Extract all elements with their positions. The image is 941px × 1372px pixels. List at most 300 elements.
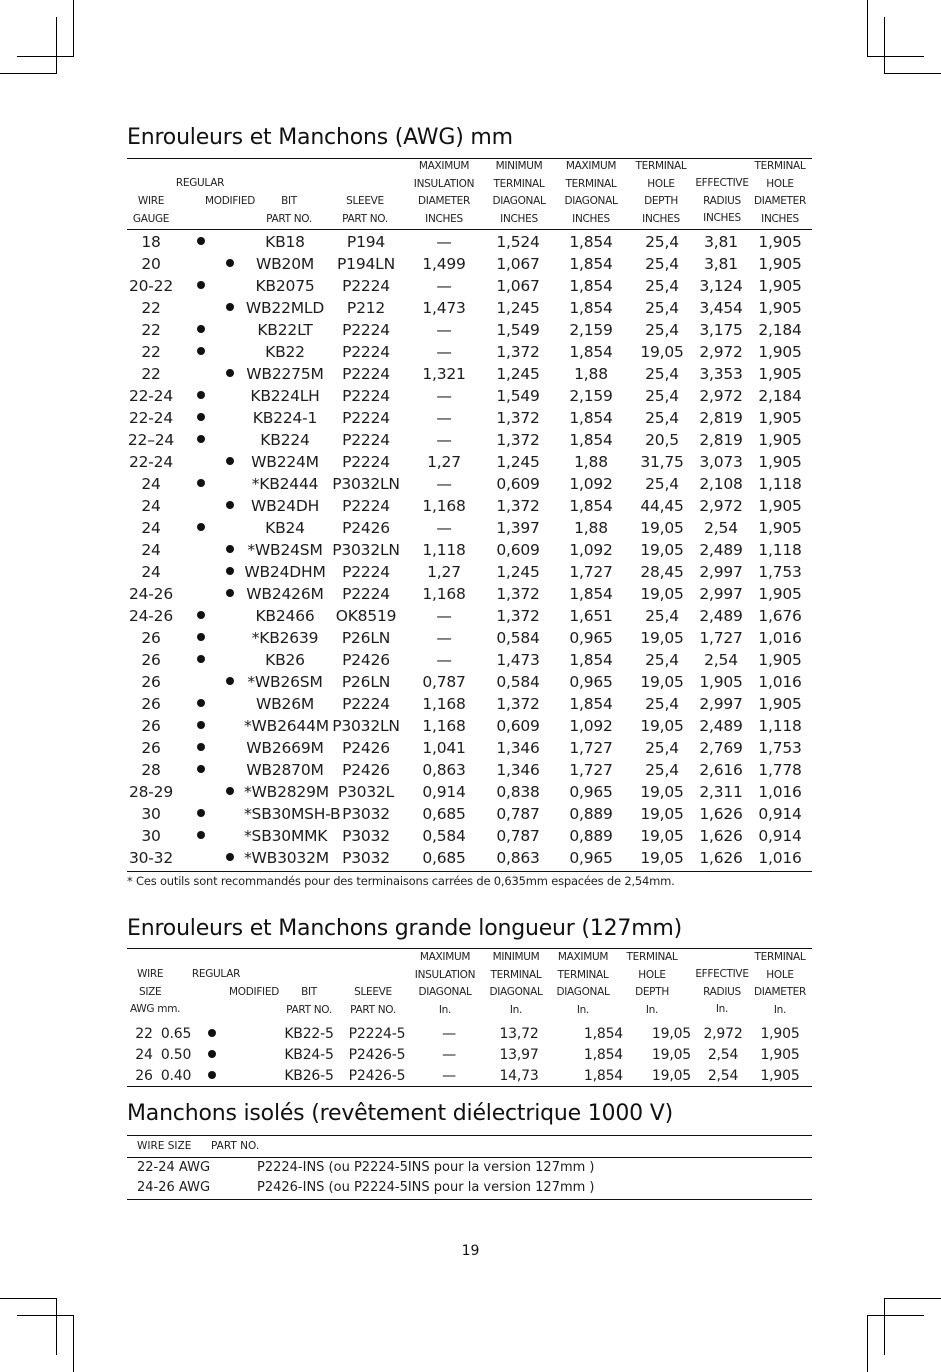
cell-bit: WB2426M xyxy=(246,585,324,603)
page-number: 19 xyxy=(461,1243,480,1259)
cell-gauge: 24 xyxy=(141,563,161,581)
cell-gauge: 20 xyxy=(141,255,161,273)
cell-depth: 28,45 xyxy=(640,563,684,581)
cell-mintd: 1,524 xyxy=(496,233,540,251)
cell-sleeve: P2224-5 xyxy=(348,1026,406,1042)
cell-bit: *WB24SM xyxy=(247,541,323,559)
cell-sleeve: P2224 xyxy=(342,453,390,471)
header-min-terminal-diagonal: MINIMUM TERMINAL DIAGONAL In. xyxy=(489,951,543,1016)
table-row xyxy=(127,497,812,519)
cell-bit: *KB2639 xyxy=(251,629,319,647)
cell-awg: 26 xyxy=(135,1068,153,1084)
cell-ins: 0,584 xyxy=(422,827,466,845)
cell-mm: 0.65 xyxy=(160,1026,192,1042)
cell-bit: KB24 xyxy=(265,519,305,537)
cell-maxtd: 1,854 xyxy=(569,255,613,273)
cell-diam: 1,753 xyxy=(758,739,802,757)
cell-diam: 1,905 xyxy=(758,365,802,383)
section-title-long: Enrouleurs et Manchons grande longueur (127mm) xyxy=(127,916,683,941)
cell-maxtd: 1,854 xyxy=(569,299,613,317)
wire-size: 24-26 AWG xyxy=(137,1180,211,1195)
cell-radius: 2,972 xyxy=(703,1026,743,1042)
cell-sleeve: P194 xyxy=(346,233,386,251)
table-row xyxy=(127,409,812,431)
table-row xyxy=(127,783,812,805)
cell-depth: 19,05 xyxy=(640,343,684,361)
table-row xyxy=(127,717,812,739)
header-wire-gauge: WIRE GAUGE xyxy=(132,195,170,225)
cell-mintd: 0,838 xyxy=(496,783,540,801)
regular-bullet-icon xyxy=(197,633,205,641)
cell-mintd: 1,372 xyxy=(496,585,540,603)
cell-maxtd: 1,854 xyxy=(569,277,613,295)
cell-ins: 1,499 xyxy=(422,255,466,273)
cell-gauge: 26 xyxy=(141,629,161,647)
cell-mintd: 1,067 xyxy=(496,255,540,273)
regular-bullet-icon xyxy=(208,1071,216,1079)
cell-radius: 1,626 xyxy=(699,805,743,823)
cell-ins: — xyxy=(442,1026,456,1042)
table-row xyxy=(127,321,812,343)
cell-sleeve: P212 xyxy=(346,299,386,317)
cell-gauge: 20-22 xyxy=(128,277,174,295)
cell-diam: 1,118 xyxy=(758,475,802,493)
cell-gauge: 26 xyxy=(141,673,161,691)
cell-sleeve: P194LN xyxy=(337,255,395,273)
table-row xyxy=(127,299,812,321)
cell-depth: 20,5 xyxy=(645,431,679,449)
cell-maxtd: 1,854 xyxy=(569,585,613,603)
cell-diam: 1,905 xyxy=(758,453,802,471)
cell-depth: 25,4 xyxy=(645,761,679,779)
cell-mintd: 0,584 xyxy=(496,629,540,647)
cell-ins: — xyxy=(436,651,452,669)
header-max-insulation: MAXIMUM INSULATION DIAMETER INCHES xyxy=(413,160,475,225)
header-modified: MODIFIED xyxy=(205,195,255,207)
cell-mintd: 13,97 xyxy=(499,1047,539,1063)
cell-gauge: 18 xyxy=(141,233,161,251)
cell-radius: 2,972 xyxy=(699,497,743,515)
cell-sleeve: OK8519 xyxy=(335,607,397,625)
cell-mintd: 1,473 xyxy=(496,651,540,669)
cell-gauge: 24 xyxy=(141,541,161,559)
cell-maxtd: 1,854 xyxy=(569,695,613,713)
cell-sleeve: P3032L xyxy=(337,783,395,801)
cell-radius: 3,175 xyxy=(699,321,743,339)
cell-mintd: 1,245 xyxy=(496,453,540,471)
table-row xyxy=(127,1026,812,1047)
header-sleeve-part: SLEEVE PART NO. xyxy=(350,986,396,1016)
cell-diam: 1,905 xyxy=(758,299,802,317)
table-row xyxy=(127,277,812,299)
table-row xyxy=(127,761,812,783)
cell-sleeve: P3032LN xyxy=(332,717,400,735)
table-row xyxy=(127,541,812,563)
cell-maxtd: 1,727 xyxy=(569,563,613,581)
cell-bit: KB26 xyxy=(265,651,305,669)
table-bottom-rule xyxy=(127,1199,812,1200)
cell-bit: WB2669M xyxy=(246,739,324,757)
cell-depth: 19,05 xyxy=(640,805,684,823)
cell-gauge: 24-26 xyxy=(128,585,174,603)
regular-bullet-icon xyxy=(197,743,205,751)
cell-maxtd: 2,159 xyxy=(569,387,613,405)
crop-mark-line xyxy=(73,0,74,57)
table-row xyxy=(127,695,812,717)
cell-gauge: 26 xyxy=(141,651,161,669)
cell-diam: 1,778 xyxy=(758,761,802,779)
header-wire-size: WIRE SIZE xyxy=(137,1140,192,1152)
cell-bit: WB24DHM xyxy=(244,563,326,581)
cell-gauge: 24 xyxy=(141,519,161,537)
header-sleeve-part: SLEEVE PART NO. xyxy=(342,195,388,225)
cell-maxtd: 1,651 xyxy=(569,607,613,625)
cell-maxtd: 1,88 xyxy=(574,453,608,471)
cell-ins: 1,27 xyxy=(427,563,461,581)
regular-bullet-icon xyxy=(197,699,205,707)
modified-bullet-icon xyxy=(226,545,234,553)
cell-diam: 0,914 xyxy=(758,805,802,823)
cell-sleeve: P2426 xyxy=(342,761,390,779)
cell-ins: 1,168 xyxy=(422,497,466,515)
modified-bullet-icon xyxy=(226,303,234,311)
cell-mintd: 1,067 xyxy=(496,277,540,295)
cell-gauge: 22 xyxy=(141,365,161,383)
cell-gauge: 30-32 xyxy=(128,849,174,867)
table-row xyxy=(127,629,812,651)
cell-ins: — xyxy=(436,519,452,537)
cell-maxtd: 1,092 xyxy=(569,717,613,735)
cell-ins: 0,863 xyxy=(422,761,466,779)
cell-ins: — xyxy=(436,277,452,295)
cell-radius: 3,073 xyxy=(699,453,743,471)
cell-ins: — xyxy=(436,475,452,493)
crop-mark-line xyxy=(884,17,885,74)
cell-mintd: 1,245 xyxy=(496,365,540,383)
cell-depth: 25,4 xyxy=(645,233,679,251)
cell-diam: 1,118 xyxy=(758,541,802,559)
header-effective-radius: EFFECTIVE RADIUS In. xyxy=(695,968,749,1015)
header-effective-radius: EFFECTIVE RADIUS INCHES xyxy=(695,177,749,224)
cell-diam: 1,905 xyxy=(758,651,802,669)
cell-radius: 2,54 xyxy=(704,519,738,537)
cell-radius: 3,81 xyxy=(704,233,738,251)
cell-ins: — xyxy=(442,1047,456,1063)
cell-maxtd: 2,159 xyxy=(569,321,613,339)
cell-radius: 2,997 xyxy=(699,695,743,713)
crop-mark-line xyxy=(0,73,57,74)
regular-bullet-icon xyxy=(208,1050,216,1058)
crop-mark-line xyxy=(867,1315,924,1316)
cell-bit: WB26M xyxy=(255,695,315,713)
cell-bit: *KB2444 xyxy=(251,475,319,493)
header-terminal-hole-depth: TERMINAL HOLE DEPTH INCHES xyxy=(635,160,687,225)
cell-sleeve: P2224 xyxy=(342,585,390,603)
regular-bullet-icon xyxy=(197,413,205,421)
modified-bullet-icon xyxy=(226,501,234,509)
cell-bit: KB2075 xyxy=(255,277,315,295)
regular-bullet-icon xyxy=(197,325,205,333)
part-no: P2224-INS (ou P2224-5INS pour la version 127mm ) xyxy=(257,1160,595,1175)
cell-bit: KB26-5 xyxy=(284,1068,334,1084)
header-terminal-hole-diameter: TERMINAL HOLE DIAMETER INCHES xyxy=(753,160,806,225)
cell-diam: 1,118 xyxy=(758,717,802,735)
cell-diam: 1,905 xyxy=(758,695,802,713)
cell-radius: 1,626 xyxy=(699,827,743,845)
cell-depth: 19,05 xyxy=(640,783,684,801)
crop-mark-line xyxy=(73,1315,74,1372)
modified-bullet-icon xyxy=(226,369,234,377)
cell-depth: 44,45 xyxy=(640,497,684,515)
cell-mintd: 1,549 xyxy=(496,321,540,339)
cell-mintd: 1,372 xyxy=(496,431,540,449)
table-row xyxy=(127,739,812,761)
table-bottom-rule xyxy=(127,871,812,872)
part-no: P2426-INS (ou P2224-5INS pour la version 127mm ) xyxy=(257,1180,595,1195)
section-title-awg: Enrouleurs et Manchons (AWG) mm xyxy=(127,125,513,150)
table-row xyxy=(127,651,812,673)
cell-depth: 19,05 xyxy=(640,673,684,691)
cell-radius: 1,626 xyxy=(699,849,743,867)
cell-bit: *SB30MSH-B xyxy=(244,805,341,823)
cell-diam: 1,905 xyxy=(758,585,802,603)
cell-mintd: 1,549 xyxy=(496,387,540,405)
cell-maxtd: 1,092 xyxy=(569,475,613,493)
cell-ins: 0,685 xyxy=(422,805,466,823)
cell-sleeve: P2224 xyxy=(342,365,390,383)
modified-bullet-icon xyxy=(226,259,234,267)
cell-gauge: 22 xyxy=(141,321,161,339)
cell-ins: — xyxy=(436,431,452,449)
cell-radius: 2,54 xyxy=(707,1047,739,1063)
cell-gauge: 24 xyxy=(141,475,161,493)
cell-gauge: 22 xyxy=(141,299,161,317)
cell-depth: 25,4 xyxy=(645,651,679,669)
crop-mark-line xyxy=(0,1298,57,1299)
cell-maxtd: 0,965 xyxy=(569,783,613,801)
cell-depth: 19,05 xyxy=(640,827,684,845)
cell-ins: 1,168 xyxy=(422,695,466,713)
cell-maxtd: 0,965 xyxy=(569,849,613,867)
crop-mark-line xyxy=(884,1298,941,1299)
table-bottom-rule xyxy=(127,1086,812,1087)
cell-diam: 1,905 xyxy=(758,431,802,449)
cell-sleeve: P2224 xyxy=(342,387,390,405)
cell-mintd: 1,372 xyxy=(496,409,540,427)
cell-awg: 22 xyxy=(135,1026,153,1042)
cell-mintd: 1,372 xyxy=(496,695,540,713)
header-bit-part: BIT PART NO. xyxy=(266,195,312,225)
cell-ins: — xyxy=(436,321,452,339)
table-row xyxy=(127,1180,812,1199)
cell-radius: 2,54 xyxy=(707,1068,739,1084)
cell-radius: 2,489 xyxy=(699,717,743,735)
cell-diam: 1,016 xyxy=(758,629,802,647)
cell-radius: 3,454 xyxy=(699,299,743,317)
cell-depth: 25,4 xyxy=(645,409,679,427)
cell-sleeve: P2224 xyxy=(342,431,390,449)
cell-depth: 25,4 xyxy=(645,277,679,295)
table-row xyxy=(127,453,812,475)
crop-mark-line xyxy=(884,73,941,74)
cell-depth: 19,05 xyxy=(640,585,684,603)
cell-maxtd: 1,854 xyxy=(569,343,613,361)
crop-mark-line xyxy=(867,56,924,57)
regular-bullet-icon xyxy=(197,523,205,531)
cell-radius: 2,819 xyxy=(699,409,743,427)
cell-sleeve: P3032 xyxy=(342,849,390,867)
modified-bullet-icon xyxy=(226,853,234,861)
cell-depth: 25,4 xyxy=(645,739,679,757)
cell-ins: 1,473 xyxy=(422,299,466,317)
cell-depth: 19,05 xyxy=(640,849,684,867)
cell-depth: 19,05 xyxy=(651,1047,691,1063)
cell-ins: — xyxy=(436,607,452,625)
header-modified: MODIFIED xyxy=(229,986,279,998)
cell-maxtd: 1,854 xyxy=(583,1047,623,1063)
cell-diam: 1,905 xyxy=(758,255,802,273)
cell-diam: 1,905 xyxy=(760,1026,800,1042)
cell-depth: 19,05 xyxy=(640,629,684,647)
cell-ins: 1,168 xyxy=(422,717,466,735)
cell-diam: 1,905 xyxy=(758,277,802,295)
cell-ins: 0,685 xyxy=(422,849,466,867)
cell-sleeve: P26LN xyxy=(341,629,391,647)
cell-radius: 3,353 xyxy=(699,365,743,383)
cell-depth: 25,4 xyxy=(645,695,679,713)
header-wire-size: WIRE SIZE AWG mm. xyxy=(130,968,181,1015)
header-part-no: PART NO. xyxy=(211,1140,260,1152)
cell-depth: 19,05 xyxy=(640,519,684,537)
regular-bullet-icon xyxy=(197,435,205,443)
cell-bit: WB2870M xyxy=(246,761,324,779)
cell-diam: 1,905 xyxy=(758,497,802,515)
cell-maxtd: 1,854 xyxy=(569,431,613,449)
cell-gauge: 22 xyxy=(141,343,161,361)
cell-bit: KB22-5 xyxy=(284,1026,334,1042)
cell-sleeve: P2224 xyxy=(342,563,390,581)
cell-depth: 25,4 xyxy=(645,475,679,493)
cell-sleeve: P3032LN xyxy=(332,475,400,493)
cell-mintd: 0,609 xyxy=(496,541,540,559)
cell-mintd: 1,245 xyxy=(496,563,540,581)
cell-bit: KB22 xyxy=(265,343,305,361)
cell-gauge: 22-24 xyxy=(128,453,174,471)
cell-mintd: 0,787 xyxy=(496,827,540,845)
cell-sleeve: P2224 xyxy=(342,343,390,361)
cell-radius: 3,81 xyxy=(704,255,738,273)
cell-sleeve: P2426 xyxy=(342,739,390,757)
regular-bullet-icon xyxy=(197,391,205,399)
cell-bit: *SB30MMK xyxy=(244,827,328,845)
cell-bit: WB20M xyxy=(255,255,315,273)
cell-radius: 1,727 xyxy=(699,629,743,647)
regular-bullet-icon xyxy=(197,237,205,245)
regular-bullet-icon xyxy=(197,809,205,817)
wire-size: 22-24 AWG xyxy=(137,1160,211,1175)
cell-radius: 2,616 xyxy=(699,761,743,779)
cell-ins: 0,914 xyxy=(422,783,466,801)
regular-bullet-icon xyxy=(197,721,205,729)
cell-depth: 25,4 xyxy=(645,365,679,383)
cell-maxtd: 0,965 xyxy=(569,629,613,647)
cell-depth: 25,4 xyxy=(645,387,679,405)
table-row xyxy=(127,607,812,629)
cell-mintd: 0,863 xyxy=(496,849,540,867)
modified-bullet-icon xyxy=(226,567,234,575)
cell-maxtd: 1,88 xyxy=(574,519,608,537)
header-regular: REGULAR xyxy=(191,968,241,980)
table-row xyxy=(127,827,812,849)
table-row xyxy=(127,255,812,277)
cell-diam: 1,905 xyxy=(758,519,802,537)
table-row xyxy=(127,585,812,607)
cell-bit: WB24DH xyxy=(250,497,320,515)
cell-diam: 1,905 xyxy=(758,343,802,361)
header-bottom-rule xyxy=(127,1157,812,1158)
footnote: * Ces outils sont recommandés pour des terminaisons carrées de 0,635mm espacées de 2,54mm. xyxy=(127,874,675,888)
crop-mark-line xyxy=(884,1298,885,1355)
cell-radius: 2,972 xyxy=(699,343,743,361)
cell-radius: 2,819 xyxy=(699,431,743,449)
cell-awg: 24 xyxy=(135,1047,153,1063)
table-row xyxy=(127,343,812,365)
cell-sleeve: P2224 xyxy=(342,321,390,339)
cell-maxtd: 1,854 xyxy=(583,1068,623,1084)
cell-ins: — xyxy=(442,1068,456,1084)
modified-bullet-icon xyxy=(226,787,234,795)
cell-sleeve: P3032LN xyxy=(332,541,400,559)
cell-gauge: 28 xyxy=(141,761,161,779)
cell-mintd: 0,787 xyxy=(496,805,540,823)
crop-mark-line xyxy=(867,0,868,57)
cell-diam: 1,016 xyxy=(758,849,802,867)
table-row xyxy=(127,1160,812,1179)
table-row xyxy=(127,387,812,409)
cell-maxtd: 1,88 xyxy=(574,365,608,383)
cell-ins: — xyxy=(436,409,452,427)
cell-ins: 1,321 xyxy=(422,365,466,383)
cell-maxtd: 1,727 xyxy=(569,739,613,757)
cell-bit: WB2275M xyxy=(246,365,324,383)
table-row xyxy=(127,673,812,695)
cell-mintd: 0,609 xyxy=(496,475,540,493)
cell-mm: 0.40 xyxy=(160,1068,192,1084)
regular-bullet-icon xyxy=(197,479,205,487)
table-row xyxy=(127,431,812,453)
cell-gauge: 24 xyxy=(141,497,161,515)
cell-radius: 2,997 xyxy=(699,585,743,603)
crop-mark-line xyxy=(867,1315,868,1372)
cell-depth: 31,75 xyxy=(640,453,684,471)
cell-gauge: 26 xyxy=(141,739,161,757)
cell-radius: 2,489 xyxy=(699,541,743,559)
table-row xyxy=(127,519,812,541)
cell-radius: 2,489 xyxy=(699,607,743,625)
crop-mark-line xyxy=(17,1315,74,1316)
table-row xyxy=(127,365,812,387)
crop-mark-line xyxy=(56,17,57,74)
cell-ins: — xyxy=(436,629,452,647)
cell-ins: — xyxy=(436,387,452,405)
regular-bullet-icon xyxy=(208,1029,216,1037)
cell-gauge: 30 xyxy=(141,805,161,823)
modified-bullet-icon xyxy=(226,677,234,685)
cell-diam: 1,753 xyxy=(758,563,802,581)
cell-sleeve: P2426 xyxy=(342,651,390,669)
cell-mintd: 1,346 xyxy=(496,761,540,779)
cell-maxtd: 1,854 xyxy=(569,233,613,251)
